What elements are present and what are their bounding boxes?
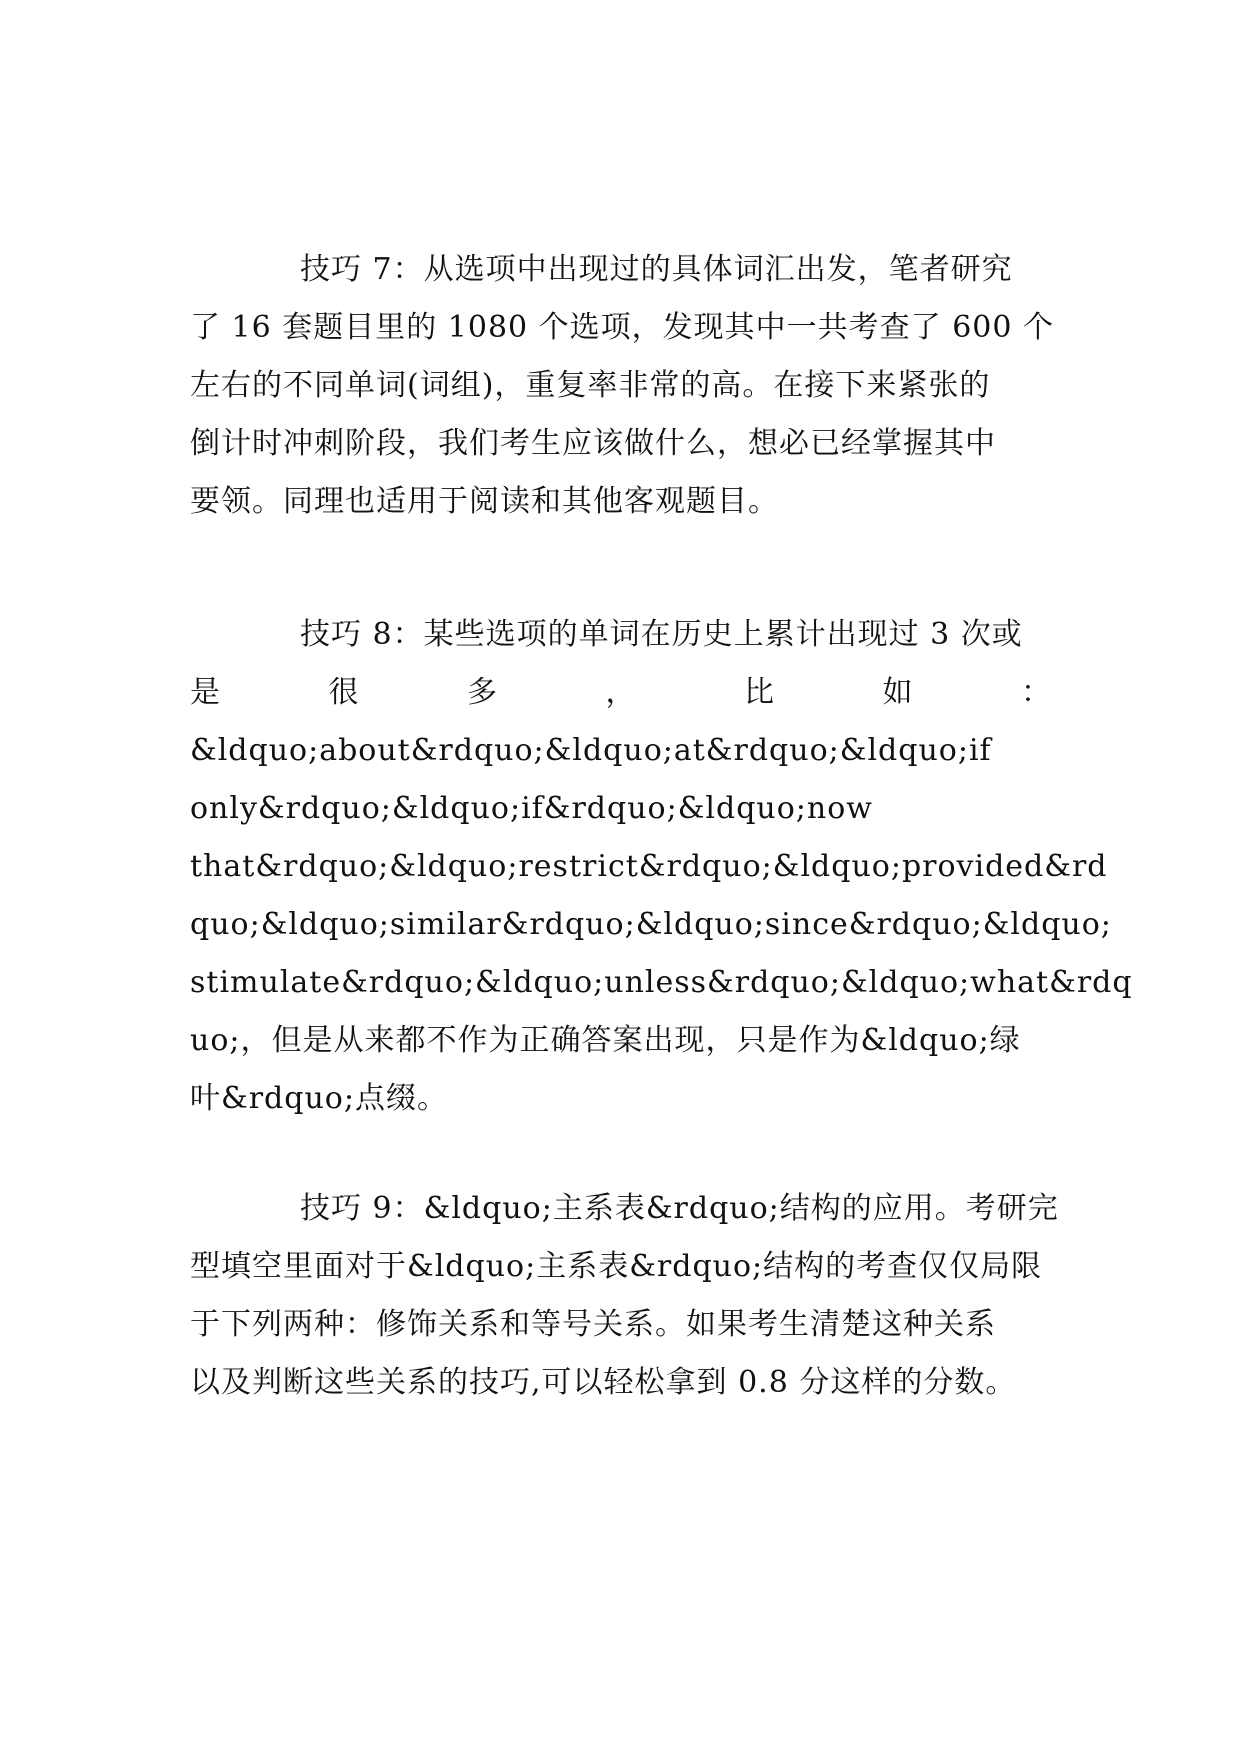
justified-char: 很 — [328, 675, 360, 710]
paragraph-line: 技巧 7：从选项中出现过的具体词汇出发，笔者研究 — [300, 252, 1013, 287]
paragraph-line: that&rdquo;&ldquo;restrict&rdquo;&ldquo;provided&rd — [190, 849, 1108, 884]
paragraph-line: 要领。同理也适用于阅读和其他客观题目。 — [190, 484, 779, 519]
justified-char: 是 — [190, 675, 221, 710]
paragraph-line: 以及判断这些关系的技巧,可以轻松拿到 0.8 分这样的分数。 — [190, 1365, 1017, 1400]
paragraph-line: stimulate&rdquo;&ldquo;unless&rdquo;&ldquo;what&rdq — [190, 965, 1133, 1000]
paragraph-tip-8 — [190, 606, 1133, 1128]
justified-char: 比 — [744, 675, 775, 710]
justified-char: 如 — [882, 675, 914, 710]
paragraph-line: 叶&rdquo;点缀。 — [190, 1081, 448, 1116]
paragraph-line: uo;，但是从来都不作为正确答案出现，只是作为&ldquo;绿 — [190, 1023, 1021, 1058]
justified-char: ， — [605, 675, 637, 710]
paragraph-line: 于下列两种：修饰关系和等号关系。如果考生清楚这种关系 — [190, 1307, 996, 1342]
paragraph-line: 倒计时冲刺阶段，我们考生应该做什么，想必已经掌握其中 — [190, 426, 996, 461]
paragraph-tip-7 — [190, 241, 1052, 531]
paragraph-line: &ldquo;about&rdquo;&ldquo;at&rdquo;&ldquo;if — [190, 733, 992, 768]
justified-char: 多 — [467, 675, 498, 710]
paragraph-line: 技巧 8：某些选项的单词在历史上累计出现过 3 次或 — [300, 617, 1023, 652]
paragraph-tip-9 — [190, 1180, 1059, 1412]
paragraph-line: 左右的不同单词(词组)，重复率非常的高。在接下来紧张的 — [190, 368, 991, 403]
paragraph-line: quo;&ldquo;similar&rdquo;&ldquo;since&rdquo;&ldquo; — [190, 907, 1112, 942]
paragraph-line: 型填空里面对于&ldquo;主系表&rdquo;结构的考查仅仅局限 — [190, 1249, 1043, 1284]
paragraph-line: only&rdquo;&ldquo;if&rdquo;&ldquo;now — [190, 791, 873, 826]
paragraph-line: 了 16 套题目里的 1080 个选项，发现其中一共考查了 600 个 — [190, 310, 1054, 345]
justified-line — [190, 664, 1052, 722]
paragraph-line: 技巧 9：&ldquo;主系表&rdquo;结构的应用。考研完 — [300, 1191, 1059, 1226]
justified-char: ： — [1021, 675, 1052, 710]
